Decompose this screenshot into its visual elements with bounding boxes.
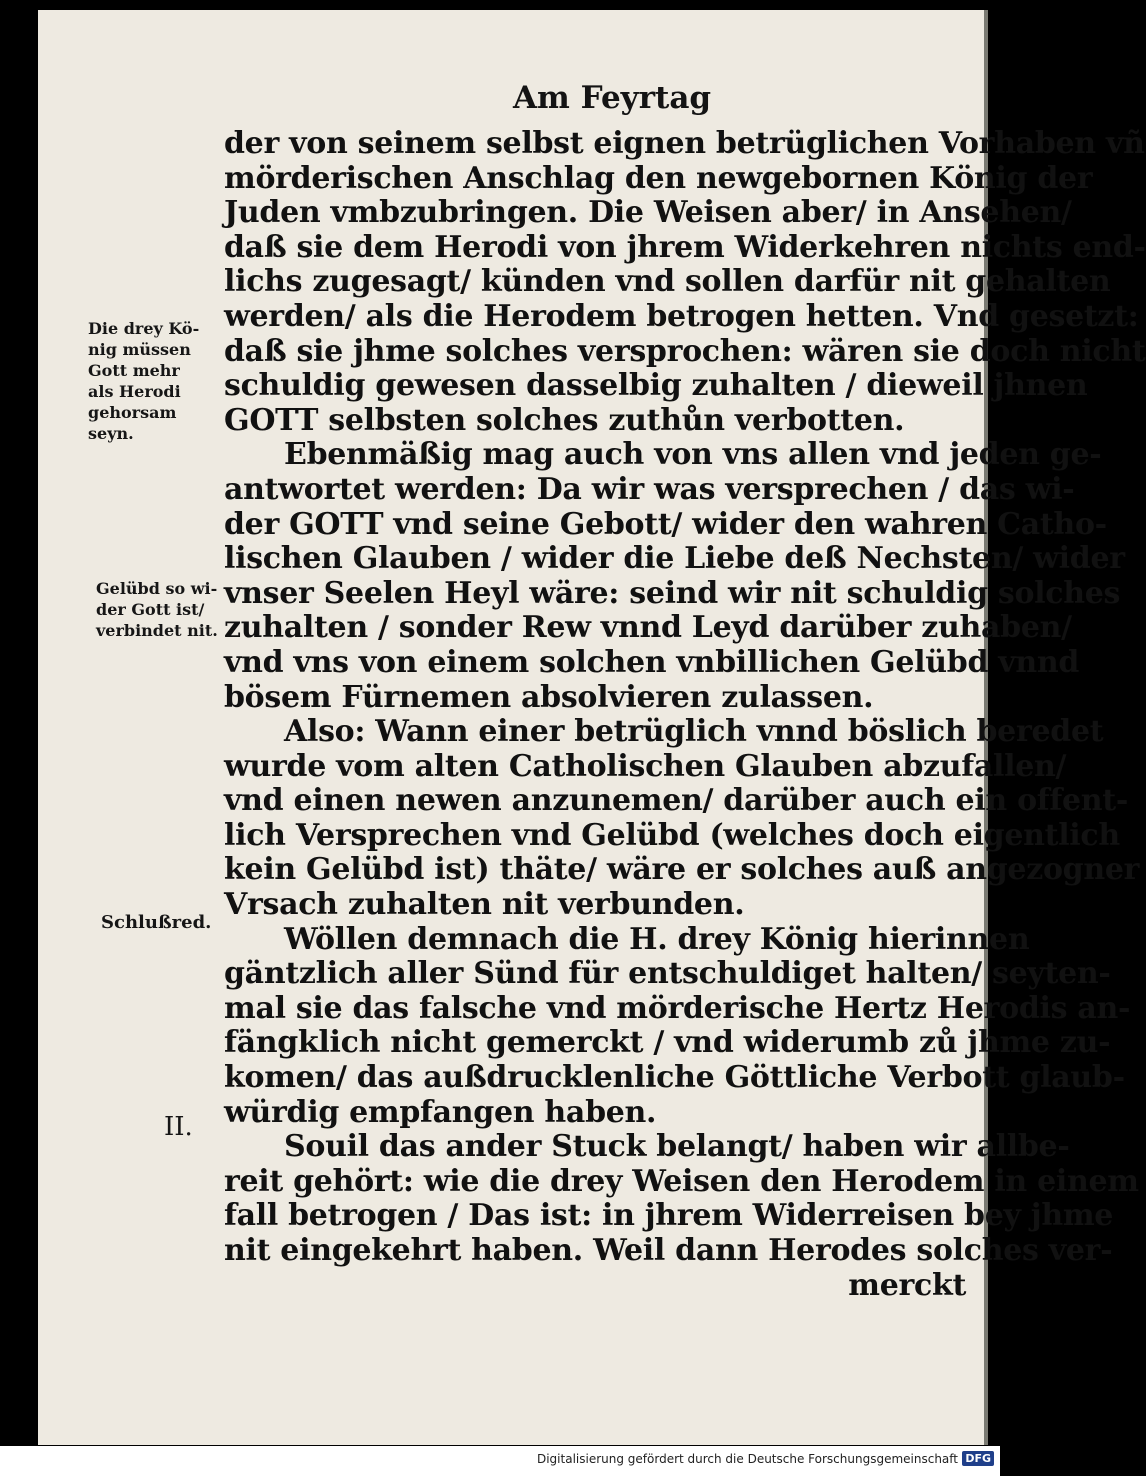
text-line: vnd vns von einem solchen vnbillichen Gelübd vnnd [224,644,1080,680]
text-line: Juden vmbzubringen. Die Weisen aber/ in Ansehen/ [224,195,1072,231]
text-line: werden/ als die Herodem betrogen hetten. Vnd gesetzt: [224,298,1139,334]
text-line: schuldig gewesen dasselbig zuhalten / dieweil jhnen [224,368,1088,404]
text-line: Ebenmäßig mag auch von vns allen vnd jeden ge- [284,437,1102,473]
text-line: lichs zugesagt/ künden vnd sollen darfür nit gehalten [224,264,1111,300]
text-line: zuhalten / sonder Rew vnnd Leyd darüber zuhaben/ [224,610,1072,646]
text-line: mörderischen Anschlag den newgebornen König der [224,160,1093,196]
text-line: Souil das ander Stuck belangt/ haben wir allbe- [284,1129,1070,1165]
text-line: GOTT selbsten solches zuthůn verbotten. [224,402,905,438]
text-line: fall betrogen / Das ist: in jhrem Widerreisen bey jhme [224,1198,1114,1234]
text-line: der GOTT vnd seine Gebott/ wider den wahren Catho- [224,506,1107,542]
text-line: kein Gelübd ist) thäte/ wäre er solches auß angezogner [224,852,1140,888]
running-title: Am Feyrtag [513,80,712,116]
text-line: nit eingekehrt haben. Weil dann Herodes solches ver- [224,1233,1113,1268]
text-line: wurde vom alten Catholischen Glauben abzufallen/ [224,748,1067,784]
text-line: reit gehört: wie die drey Weisen den Herodem in einem [224,1163,1139,1199]
text-line: vnd einen newen anzunemen/ darüber auch ein offent- [224,783,1128,819]
section-number: II. [164,1112,193,1142]
text-line: Wöllen demnach die H. drey König hierinnen [284,921,1030,957]
dfg-logo: DFG [962,1451,994,1466]
margin-note-conclusion: Schlußred. [101,912,212,933]
text-line: Vrsach zuhalten nit verbunden. [224,887,745,923]
text-line: vnser Seelen Heyl wäre: seind wir nit schuldig solches [224,575,1121,611]
text-line: lich Versprechen vnd Gelübd (welches doch eigentlich [224,817,1120,853]
text-line: würdig empfangen haben. [224,1094,657,1130]
text-line: der von seinem selbst eignen betrüglichen Vorhaben vñ [224,126,1145,161]
text-line: antwortet werden: Da wir was versprechen / das wi- [224,471,1075,507]
text-line: lischen Glauben / wider die Liebe deß Nechsten/ wider [224,541,1125,577]
text-line: Also: Wann einer betrüglich vnnd böslich beredet [284,714,1104,750]
catchword: merckt [848,1267,966,1303]
text-line: daß sie dem Herodi von jhrem Widerkehren nichts end- [224,229,1146,265]
text-line: mal sie das falsche vnd mörderische Hertz Herodis an- [224,990,1131,1026]
text-line: gäntzlich aller Sünd für entschuldiget halten/ seyten- [224,956,1111,992]
text-line: fängklich nicht gemerckt / vnd widerumb zů jhme zu- [224,1025,1111,1061]
text-line: komen/ das außdrucklenliche Göttliche Verbott glaub- [224,1060,1125,1096]
main-text [224,126,1146,1303]
funding-credit: Digitalisierung gefördert durch die Deutsche Forschungsgemeinschaft [536,1452,958,1466]
margin-note-vow-against-god: Gelübd so wi- der Gott ist/ verbindet nit. [96,579,218,640]
text-line: bösem Fürnemen absolvieren zulassen. [224,679,874,715]
margin-note-kings-obey-god: Die drey Kö- nig müssen Gott mehr als Herodi gehorsam seyn. [88,319,200,443]
text-line: daß sie jhme solches versprochen: wären sie doch nicht [224,333,1146,369]
